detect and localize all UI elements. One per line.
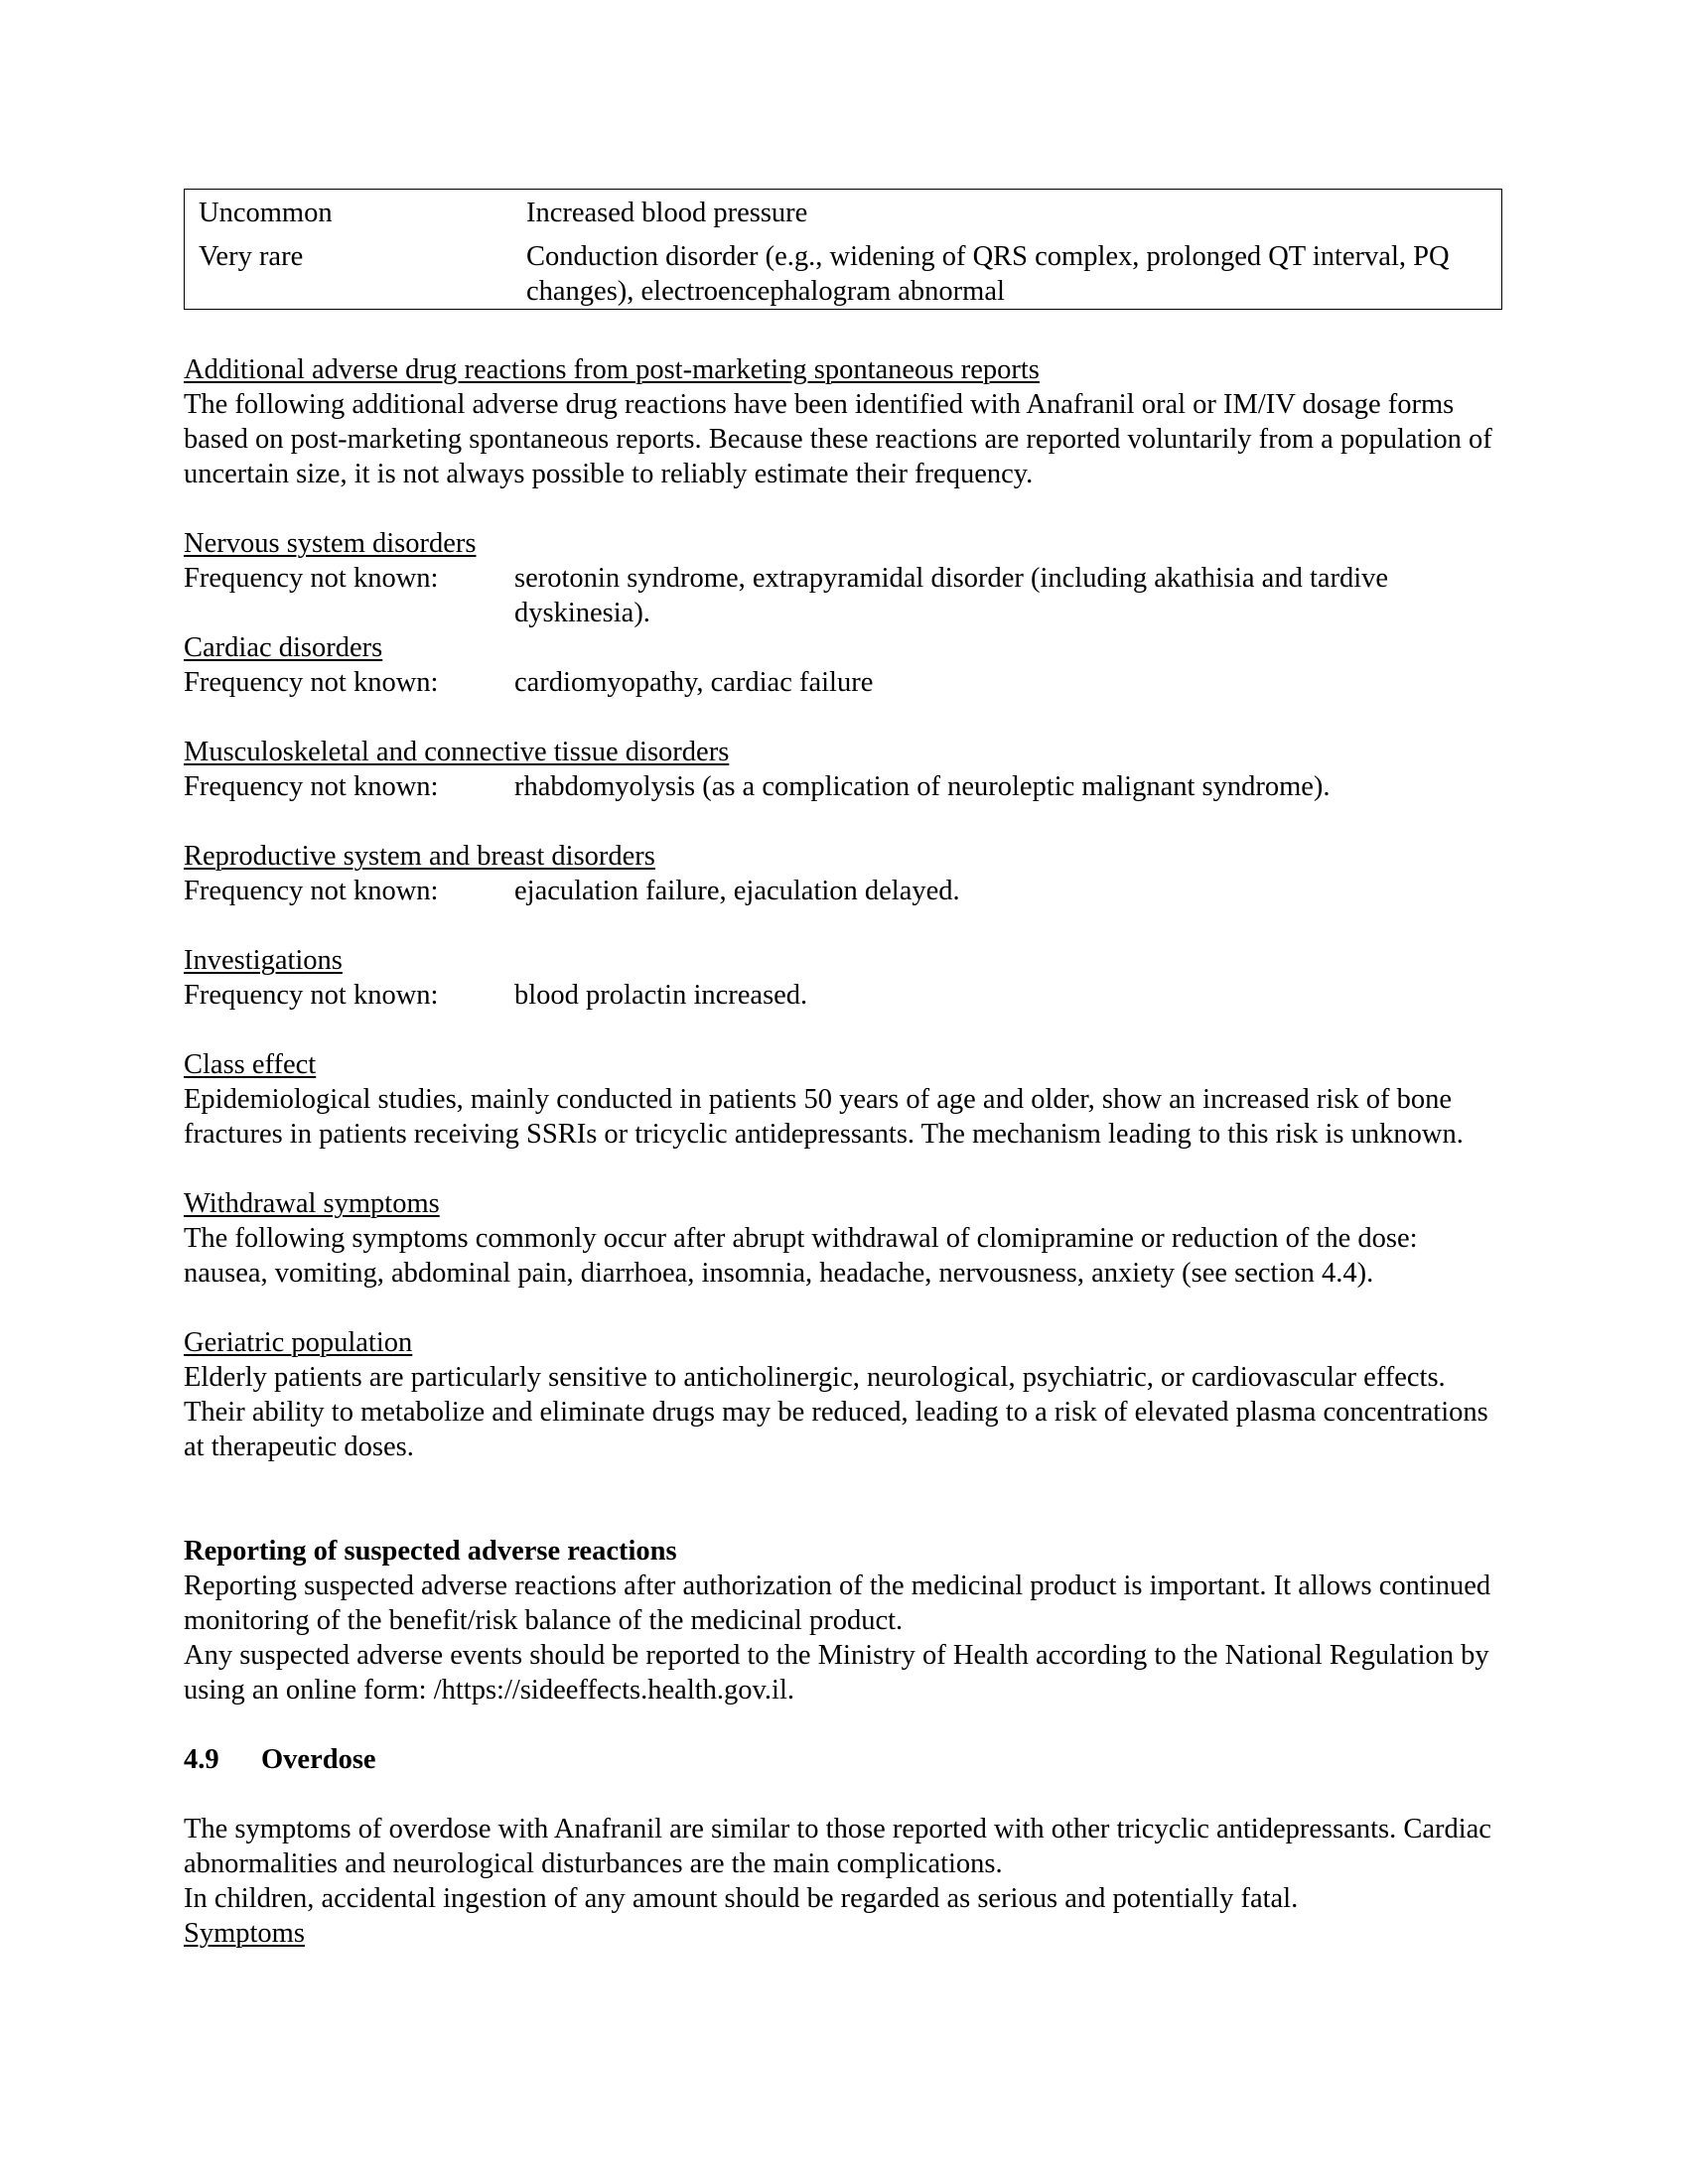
symptoms-heading: Symptoms: [184, 1918, 305, 1949]
reporting-text-2: Any suspected adverse events should be reported to the Ministry of Health according to the National Regulation by using an online form: /https://sideeffects.health.gov.il.: [184, 1640, 1489, 1706]
frequency-cell: Uncommon: [199, 198, 333, 228]
investigations-heading: Investigations: [184, 945, 343, 976]
frequency-value: cardiomyopathy, cardiac failure: [514, 667, 874, 698]
overdose-section: [184, 1812, 1504, 1951]
geriatric-text: Elderly patients are particularly sensitive to anticholinergic, neurological, psychiatric, or cardiovascular effects. Their ability to metabolize and eliminate drugs may be reduced, leading to a risk of elevated plasma concentrations at therapeutic doses.: [184, 1362, 1488, 1462]
frequency-label: Frequency not known:: [184, 563, 439, 594]
document-page: [184, 189, 1504, 1951]
frequency-cell: Very rare: [199, 241, 304, 272]
reproductive-heading: Reproductive system and breast disorders: [184, 841, 655, 872]
withdrawal-heading: Withdrawal symptoms: [184, 1188, 440, 1219]
overdose-text-1: The symptoms of overdose with Anafranil are similar to those reported with other tricyclic antidepressants. Cardiac abnormalities and neurological disturbances are the main complications.: [184, 1814, 1491, 1879]
musculoskeletal-section: [184, 735, 1504, 804]
reporting-section: [184, 1534, 1504, 1707]
table-row: [185, 230, 1502, 310]
reporting-text-1: Reporting suspected adverse reactions after authorization of the medicinal product is important. It allows continued monitoring of the benefit/risk balance of the medicinal product.: [184, 1570, 1491, 1636]
nervous-row: [184, 561, 1504, 630]
frequency-value: ejaculation failure, ejaculation delayed.: [514, 876, 960, 906]
post-marketing-heading: Additional adverse drug reactions from post-marketing spontaneous reports: [184, 354, 1040, 385]
investigations-section: [184, 943, 1504, 1013]
class-effect-heading: Class effect: [184, 1049, 317, 1080]
frequency-label: Frequency not known:: [184, 876, 439, 906]
withdrawal-text: The following symptoms commonly occur after abrupt withdrawal of clomipramine or reduction of the dose: nausea, vomiting, abdominal pain, diarrhoea, insomnia, headache, nervousness, anxiety (see section 4.4).: [184, 1223, 1418, 1289]
withdrawal-section: [184, 1186, 1504, 1291]
class-effect-text: Epidemiological studies, mainly conducted in patients 50 years of age and older, show an increased risk of bone fractures in patients receiving SSRIs or tricyclic antidepressants. The mechanism leading to this risk is unknown.: [184, 1084, 1464, 1150]
section-number: 4.9: [184, 1744, 219, 1775]
adverse-reactions-table: [184, 189, 1502, 310]
cardiac-section: [184, 630, 1504, 700]
frequency-label: Frequency not known:: [184, 771, 439, 802]
frequency-value: serotonin syndrome, extrapyramidal disorder (including akathisia and tardive dyskinesia).: [514, 563, 1389, 628]
class-effect-section: [184, 1047, 1504, 1152]
frequency-label: Frequency not known:: [184, 980, 439, 1011]
reproductive-section: [184, 839, 1504, 908]
geriatric-section: [184, 1325, 1504, 1464]
overdose-text-2: In children, accidental ingestion of any amount should be regarded as serious and potentially fatal.: [184, 1883, 1299, 1914]
musculoskeletal-heading: Musculoskeletal and connective tissue disorders: [184, 737, 730, 767]
frequency-value: rhabdomyolysis (as a complication of neuroleptic malignant syndrome).: [514, 771, 1331, 802]
cardiac-heading: Cardiac disorders: [184, 632, 383, 663]
reproductive-row: [184, 874, 1504, 908]
overdose-heading: [184, 1742, 1504, 1777]
frequency-value: blood prolactin increased.: [514, 980, 808, 1011]
musculoskeletal-row: [184, 769, 1504, 804]
post-marketing-section: [184, 352, 1504, 491]
nervous-heading: Nervous system disorders: [184, 528, 477, 559]
geriatric-heading: Geriatric population: [184, 1327, 413, 1358]
table-row: [185, 190, 1502, 231]
cardiac-row: [184, 665, 1504, 700]
frequency-label: Frequency not known:: [184, 667, 439, 698]
nervous-section: [184, 526, 1504, 630]
post-marketing-text: The following additional adverse drug reactions have been identified with Anafranil oral or IM/IV dosage forms based on post-marketing spontaneous reports. Because these reactions are reported voluntarily from a population of uncertain size, it is not always possible to reliably estimate their frequency.: [184, 389, 1492, 489]
reaction-cell: Conduction disorder (e.g., widening of QRS complex, prolonged QT interval, PQ changes), electroencephalogram abnormal: [526, 241, 1450, 307]
reaction-cell: Increased blood pressure: [526, 198, 808, 228]
reporting-heading: Reporting of suspected adverse reactions: [184, 1536, 677, 1567]
investigations-row: [184, 978, 1504, 1013]
section-title: Overdose: [261, 1744, 376, 1775]
